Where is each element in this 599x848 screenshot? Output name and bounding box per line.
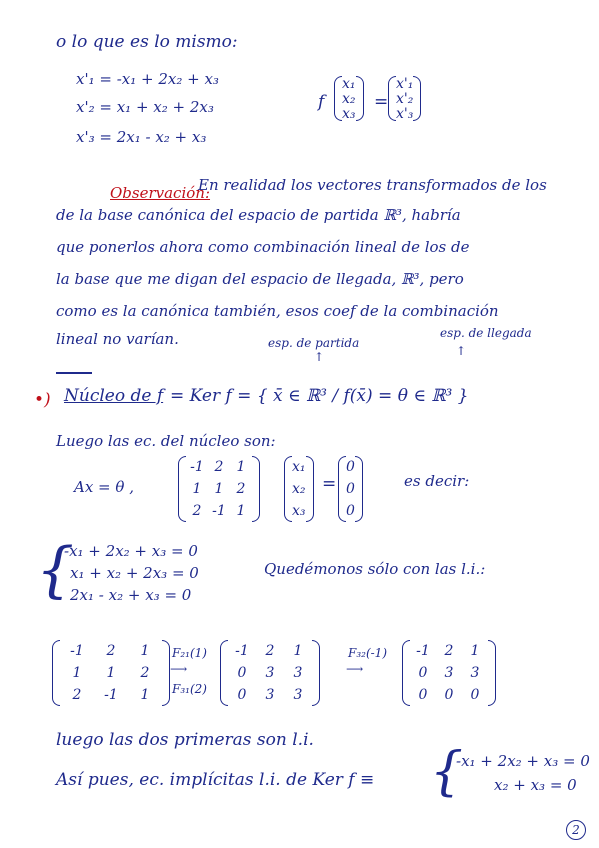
observation-line: que ponerlos ahora como combinación lineal de los de — [56, 238, 470, 256]
matrix-cell: 1 — [236, 459, 246, 475]
observation-line: de la base canónica del espacio de partida ℝ³, habría — [56, 206, 461, 224]
matrix-cell: 2 — [236, 481, 246, 497]
matrix-cell: 3 — [444, 665, 454, 681]
matrix-cell: 1 — [236, 503, 246, 519]
divider — [56, 372, 92, 374]
equals-sign: = — [322, 474, 337, 494]
matrix-cell: -1 — [212, 503, 226, 519]
matrix-cell: 2 — [140, 665, 150, 681]
matrix-cell: 1 — [140, 643, 150, 659]
matrix-cell: -1 — [235, 643, 249, 659]
matrix-cell: 0 — [237, 665, 247, 681]
matrix-cell: -1 — [416, 643, 430, 659]
matrix-cell: 0 — [237, 687, 247, 703]
vector-x-entry: x₂ — [292, 481, 306, 497]
vector-x-entry: x₃ — [292, 503, 306, 519]
observation-line: como es la canónica también, esos coef de la combinación — [56, 302, 499, 320]
final-equation: -x₁ + 2x₂ + x₃ = 0 — [456, 752, 590, 770]
matrix-cell: 1 — [106, 665, 116, 681]
matrix-cell: 3 — [470, 665, 480, 681]
system-equation: -x₁ + 2x₂ + x₃ = 0 — [64, 542, 198, 560]
matrix-a — [178, 456, 260, 522]
vector-x-kernel — [284, 456, 314, 522]
vector-x — [334, 76, 364, 121]
arrow-right-icon: ⟶ — [170, 662, 188, 676]
matrix-cell: 0 — [444, 687, 454, 703]
zero-vector — [338, 456, 363, 522]
arrow-up-icon: ↑ — [456, 344, 467, 358]
vector-xp-entry: x'₂ — [396, 91, 414, 107]
esp-partida-label: esp. de partida — [268, 336, 360, 350]
matrix-cell: 3 — [293, 687, 303, 703]
vector-x-entry: x₁ — [342, 76, 356, 92]
system-equation: 2x₁ - x₂ + x₃ = 0 — [70, 586, 192, 604]
page-number: 2 — [566, 820, 586, 840]
matrix-cell: 1 — [214, 481, 224, 497]
matrix-cell: 0 — [470, 687, 480, 703]
vector-xp-entry: x'₁ — [396, 76, 414, 92]
matrix-cell: -1 — [70, 643, 84, 659]
luego-dos-line: luego las dos primeras son l.i. — [56, 730, 314, 750]
asi-pues-line: Así pues, ec. implícitas l.i. de Ker f ≡ — [56, 770, 375, 790]
ax-theta: Ax = θ , — [74, 478, 134, 496]
arrow-up-icon: ↑ — [314, 350, 325, 364]
esp-llegada-label: esp. de llegada — [440, 326, 532, 340]
observation-label: Observación: — [110, 184, 211, 202]
system-brace: { — [36, 535, 75, 605]
zero-entry: 0 — [346, 459, 355, 475]
vector-x-entry: x₃ — [342, 106, 356, 122]
matrix-c — [402, 640, 496, 706]
matrix-cell: 0 — [418, 687, 428, 703]
observation-line: En realidad los vectores transformados de los — [198, 176, 547, 194]
matrix-cell: 2 — [106, 643, 116, 659]
matrix-cell: 1 — [140, 687, 150, 703]
intro-line: o lo que es lo mismo: — [56, 32, 238, 52]
matrix-b — [220, 640, 320, 706]
f-symbol: f — [318, 92, 325, 112]
equation-1: x'₁ = -x₁ + 2x₂ + x₃ — [76, 70, 219, 88]
row-op-1: F₂₁(1) — [172, 646, 207, 660]
matrix-cell: 3 — [265, 665, 275, 681]
matrix-cell: 2 — [444, 643, 454, 659]
arrow-right-icon: ⟶ — [346, 662, 364, 676]
vector-x-entry: x₁ — [292, 459, 306, 475]
equation-2: x'₂ = x₁ + x₂ + 2x₃ — [76, 98, 214, 116]
luego-ec-line: Luego las ec. del núcleo son: — [56, 432, 276, 450]
matrix-cell: -1 — [104, 687, 118, 703]
nucleo-label: Núcleo de f — [64, 386, 164, 406]
matrix-cell: 2 — [192, 503, 202, 519]
final-equation: x₂ + x₃ = 0 — [494, 776, 577, 794]
matrix-cell: 3 — [293, 665, 303, 681]
quedemonos-line: Quedémonos sólo con las l.i.: — [264, 560, 486, 578]
es-decir: es decir: — [404, 472, 470, 490]
matrix-cell: 1 — [293, 643, 303, 659]
observation-line: la base que me digan del espacio de llegada, ℝ³, pero — [56, 270, 464, 288]
row-op-3: F₃₂(-1) — [348, 646, 387, 660]
vector-xp — [388, 76, 421, 121]
matrix-a-copy — [52, 640, 170, 706]
row-op-2: F₃₁(2) — [172, 682, 207, 696]
vector-x-entry: x₂ — [342, 91, 356, 107]
matrix-cell: 1 — [192, 481, 202, 497]
final-brace: { — [430, 742, 464, 802]
matrix-cell: 0 — [418, 665, 428, 681]
nucleo-definition: = Ker f = { x̄ ∈ ℝ³ / f(x̄) = θ ∈ ℝ³ } — [170, 386, 469, 406]
matrix-cell: 2 — [214, 459, 224, 475]
matrix-cell: 1 — [470, 643, 480, 659]
equals-sign: = — [374, 92, 389, 112]
vector-xp-entry: x'₃ — [396, 106, 414, 122]
zero-entry: 0 — [346, 481, 355, 497]
matrix-cell: 2 — [265, 643, 275, 659]
matrix-cell: 2 — [72, 687, 82, 703]
bullet: •) — [34, 390, 51, 410]
equation-3: x'₃ = 2x₁ - x₂ + x₃ — [76, 128, 207, 146]
matrix-cell: 3 — [265, 687, 275, 703]
matrix-cell: 1 — [72, 665, 82, 681]
observation-line: lineal no varían. — [56, 330, 179, 348]
system-equation: x₁ + x₂ + 2x₃ = 0 — [70, 564, 199, 582]
zero-entry: 0 — [346, 503, 355, 519]
matrix-cell: -1 — [190, 459, 204, 475]
